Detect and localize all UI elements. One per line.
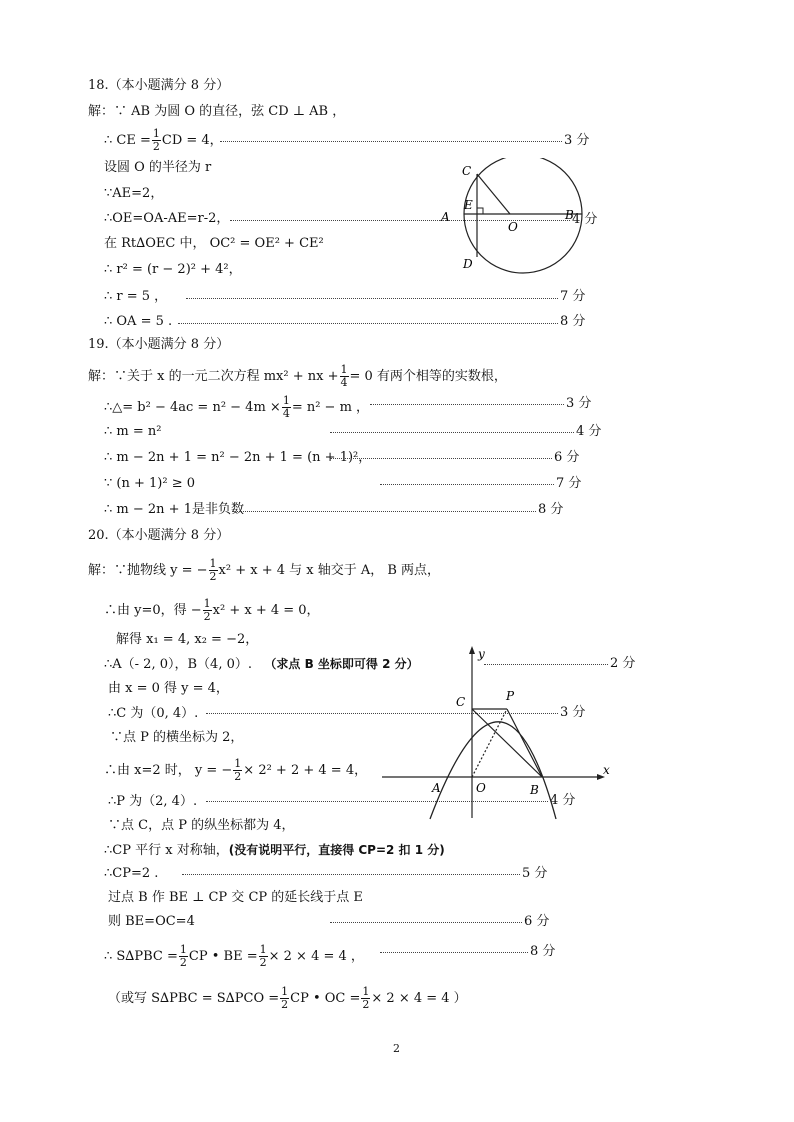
label-a: A [432, 781, 441, 795]
q18-line8: ∴ r = 5 ， [104, 289, 168, 304]
q18-line6: 在 Rt∆OEC 中， OC² = OE² + CE² [104, 236, 324, 251]
q18-line1: 解：∵ AB 为圆 O 的直径，弦 CD ⊥ AB ， [88, 104, 346, 119]
q20-line15: ∴ S∆PBC = $\frac{1}{2}$ CP • BE = $\frac{1}{2}$ × 2 × 4 = 4 ， [104, 943, 364, 969]
q20-dots-6 [330, 922, 522, 923]
q18-dots-3 [220, 141, 562, 142]
q20-score-8: 8 分 [530, 944, 556, 959]
q20-line6: ∴C 为（0, 4）. [108, 706, 199, 721]
q20-line1: 解：∵抛物线 y = − $\frac{1}{2}$ x² + x + 4 与 x 轴交于 A， B 两点， [88, 557, 441, 583]
q20-score-6: 6 分 [524, 914, 550, 929]
q18-line5: ∴OE=OA-AE=r-2， [104, 211, 230, 226]
q18-line4: ∵AE=2， [104, 186, 164, 201]
label-a: A [441, 210, 450, 224]
q19-score-6: 6 分 [554, 450, 580, 465]
q20-line13: 过点 B 作 BE ⊥ CP 交 CP 的延长线于点 E [108, 890, 363, 905]
q20-score-2: 2 分 [610, 656, 636, 671]
q20-dots-8 [380, 952, 528, 953]
right-angle-mark [477, 208, 483, 214]
q19-dots-8 [232, 511, 536, 512]
label-b: B [565, 208, 574, 222]
label-c: C [456, 695, 466, 709]
label-d: D [463, 257, 473, 271]
page-number: 2 [393, 1042, 400, 1055]
q19-score-7: 7 分 [556, 476, 582, 491]
q18-line7: ∴ r² = (r − 2)² + 4²， [104, 262, 242, 277]
q20-parabola-figure [380, 640, 620, 820]
q20-line4: ∴A（- 2, 0），B（4, 0）. （求点 B 坐标即可得 2 分） [104, 657, 419, 672]
label-x: x [603, 763, 610, 777]
q20-line12: ∴CP=2 . [104, 866, 159, 881]
q18-score-7: 7 分 [560, 289, 586, 304]
segment-pb [507, 709, 542, 777]
q19-line3: ∴ m = n² [104, 424, 162, 439]
q19-score-8: 8 分 [538, 502, 564, 517]
q19-header: 19.（本小题满分 8 分） [88, 337, 230, 352]
q20-score-4: 4 分 [550, 793, 576, 808]
label-o: O [508, 220, 518, 234]
q19-dots-6 [330, 458, 552, 459]
q19-line2: ∴△= b² − 4ac = n² − 4m × $\frac{1}{4}$ = n² − m ， [104, 394, 370, 420]
q18-dots-7 [186, 298, 558, 299]
q18-score-4: 4 分 [572, 212, 598, 227]
q18-header: 18.（本小题满分 8 分） [88, 78, 230, 93]
q19-score-4: 4 分 [576, 424, 602, 439]
q18-circle-figure [430, 158, 610, 278]
segment-op [472, 709, 507, 777]
q19-line4: ∴ m − 2n + 1 = n² − 2n + 1 = (n + 1)²， [104, 450, 372, 465]
label-b: B [530, 783, 539, 797]
q18-line2: ∴ CE = $\frac{1}{2}$ CD = 4， [104, 127, 223, 153]
q20-line11: ∴CP 平行 x 对称轴，(没有说明平行，直接得 CP=2 扣 1 分) [104, 843, 445, 858]
label-y: y [478, 647, 485, 661]
label-o: O [476, 781, 486, 795]
label-p: P [506, 689, 515, 703]
q20-note-cp: (没有说明平行，直接得 CP=2 扣 1 分) [228, 843, 445, 857]
q20-line3: 解得 x₁ = 4, x₂ = −2， [116, 632, 259, 647]
q18-score-3: 3 分 [564, 133, 590, 148]
segment-cb [472, 709, 542, 777]
label-e: E [464, 198, 473, 212]
q20-line14: 则 BE=OC=4 [108, 914, 195, 929]
q18-dots-8 [178, 323, 558, 324]
q20-note-b: （求点 B 坐标即可得 2 分） [264, 657, 419, 671]
q19-dots-3 [370, 404, 564, 405]
q19-score-3: 3 分 [566, 396, 592, 411]
q20-line16: （或写 S∆PBC = S∆PCO = $\frac{1}{2}$ CP • OC = $\frac{1}{2}$ × 2 × 4 = 4 ） [108, 985, 467, 1011]
q18-line3: 设圆 O 的半径为 r [104, 160, 212, 175]
q20-line2: ∴由 y=0，得 − $\frac{1}{2}$ x² + x + 4 = 0， [104, 597, 320, 623]
q19-line6: ∴ m − 2n + 1是非负数 [104, 502, 244, 517]
q20-line9: ∴P 为（2, 4）. [108, 794, 198, 809]
q19-line1: 解：∵关于 x 的一元二次方程 mx² + nx + $\frac{1}{4}$ = 0 有两个相等的实数根， [88, 363, 507, 389]
q20-line10: ∵点 C，点 P 的纵坐标都为 4， [108, 818, 295, 833]
q20-dots-5 [182, 874, 520, 875]
q19-dots-4 [330, 432, 574, 433]
q20-line7: ∵点 P 的横坐标为 2， [110, 730, 244, 745]
q19-dots-7 [380, 484, 554, 485]
q18-score-8: 8 分 [560, 314, 586, 329]
q19-line5: ∵ (n + 1)² ≥ 0 [104, 476, 195, 491]
q20-line5: 由 x = 0 得 y = 4， [108, 681, 229, 696]
q20-line8: ∴由 x=2 时， y = − $\frac{1}{2}$ × 2² + 2 + 4 = 4， [104, 757, 368, 783]
q20-score-5: 5 分 [522, 866, 548, 881]
y-axis-arrow [469, 646, 475, 654]
q18-line9: ∴ OA = 5 . [104, 314, 173, 329]
q20-header: 20.（本小题满分 8 分） [88, 528, 230, 543]
q20-score-3: 3 分 [560, 705, 586, 720]
label-c: C [462, 164, 472, 178]
